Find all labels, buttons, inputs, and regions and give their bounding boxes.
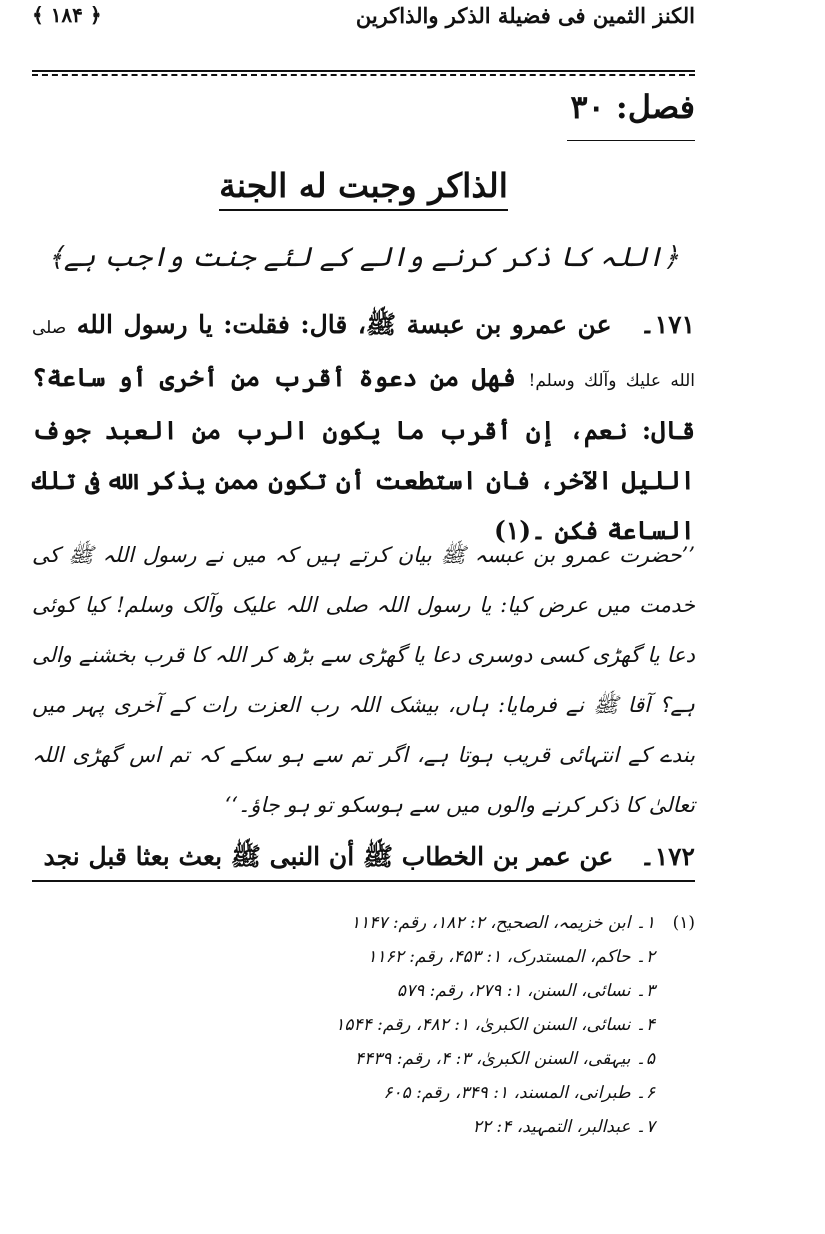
reference-item: ۵۔ بیہقی، السنن الکبریٰ، ۳: ۴، رقم: ۴۴۳۹ — [354, 1049, 655, 1069]
hadith-text-part1: عن عمرو بن عبسة ﷺ، قال: فقلت: يا رسول الله — [76, 310, 612, 339]
hadith-text: عن عمر بن الخطاب ﷺ أن النبى ﷺ بعث بعثا قبل نجد — [43, 842, 614, 871]
running-head-title: الكنز الثمين فى فضيلة الذكر والذاكرين — [355, 3, 695, 28]
chapter-title — [32, 166, 695, 205]
chapter-subtitle: ﴿اللہ کا ذکر کرنے والے کے لئے جنت واجب ہے﴾ — [48, 242, 679, 273]
chapter-title-text: الذاكر وجبت له الجنة — [219, 166, 508, 211]
reference-item: ۴۔ نسائی، السنن الکبریٰ، ۱: ۴۸۲، رقم: ۱۵۴۴ — [335, 1015, 655, 1035]
reference-item: ۶۔ طبرانی، المسند، ۱: ۳۴۹، رقم: ۶۰۵ — [383, 1083, 655, 1103]
hadith-number: ۱۷۲۔ — [640, 842, 695, 871]
header-rule — [32, 70, 695, 72]
reference-item: ۲۔ حاکم، المستدرک، ۱: ۴۵۳، رقم: ۱۱۶۲ — [367, 947, 655, 967]
reference-item: ۷۔ عبدالبر، التمہید، ۴: ۲۲ — [472, 1117, 655, 1137]
hadith-171 — [32, 300, 695, 556]
reference-item: ۳۔ نسائی، السنن، ۱: ۲۷۹، رقم: ۵۷۹ — [396, 981, 655, 1001]
footnote-rule — [32, 880, 695, 882]
salutation: صلى الله عليك وآلك وسلم! — [32, 318, 695, 391]
hadith-172 — [32, 832, 695, 882]
page-number: ﴿ ۱۸۴ ﴾ — [32, 3, 102, 27]
hadith-number: ۱۷۱۔ — [640, 310, 695, 339]
urdu-translation: ’’حضرت عمرو بن عبسہ ﷺ بیان کرتے ہیں کہ میں نے رسول اللہ ﷺ کی خدمت میں عرض کیا: یا رسول اللہ صلی اللہ علیک وآلک وسلم! کیا کوئی دعا یا گھڑی کسی دوسری دعا یا گھڑی سے بڑھ کر اللہ کا قرب بخشنے والی ہے؟ آقا ﷺ نے فرمایا: ہاں، بیشک اللہ رب العزت رات کے آخری پہر میں بندے کے انتہائی قریب ہوتا ہے، اگر تم سے ہو سکے کہ تم اس گھڑی اللہ تعالیٰ کا ذکر کرنے والوں میں سے ہوسکو تو ہو جاؤ۔‘‘ — [32, 543, 695, 817]
hadith-text-part2: فهل من دعوة أقرب من أخرى أو ساعة؟ قال: نعم، إن أقرب ما يكون الرب من العبد جوف الليل الآخر، فان استطعت أن تكون ممن يذكر الله فى تلك الساعة فكن ۔(۱) — [32, 363, 695, 545]
footnote-marker: (۱) — [672, 913, 695, 933]
section-label: فصل: ۳۰ — [570, 88, 695, 126]
header-dashed-rule — [32, 74, 695, 76]
section-underline — [567, 140, 695, 141]
reference-item: (۱)۱۔ ابن خزيمہ، الصحيح، ۲: ۱۸۲، رقم: ۱۱۴۷ — [135, 906, 695, 940]
footnote-references — [135, 906, 695, 1144]
